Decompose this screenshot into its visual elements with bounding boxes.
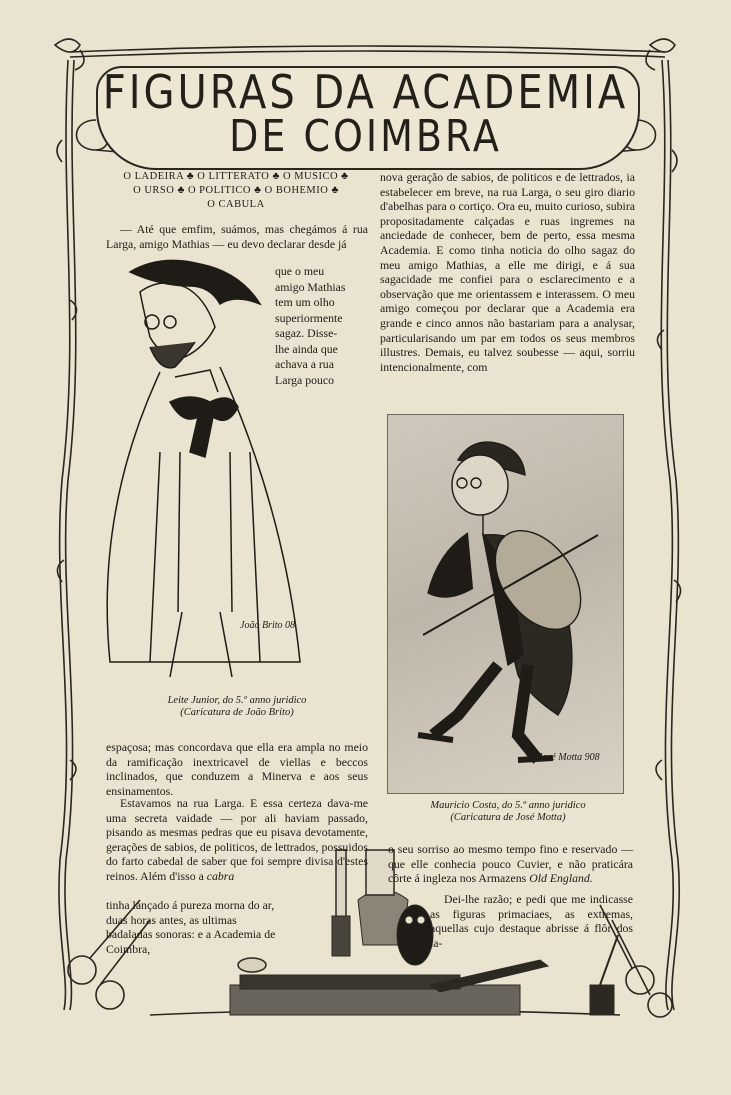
body-paragraph-left-bottom-2: Estavamos na rua Larga. E essa certeza dava-me uma secreta vaidade — por ali haviam passado, pisando as mesmas pedras que eu pisava devotamente, gerações de sabios, de politicos, de lettrados, possuidos do farto cabedal de saber que foi sempre divisa d'estes reinos. Além d'isso a cabra	[106, 796, 368, 883]
body-paragraph-right-bottom-1: o seu sorriso ao mesmo tempo fino e reservado — que elle conhecia pouco Cuvier, e não praticára côrte á ingleza nos Armazens Old England.	[388, 842, 633, 886]
caption-right: Mauricio Costa, do 5.º anno juridico (Caricatura de José Motta)	[430, 800, 586, 823]
signature-right: José Motta 908	[538, 752, 600, 763]
body-paragraph-right-bottom-2: Dei-lhe razão; e pedi que me indicasse as figuras primaciaes, as extremas, aquellas cujo destaque abrisse á flôr dos la-	[430, 892, 633, 950]
body-paragraph-left-bottom-3: tinha lançado á pureza morna do ar, duas horas antes, as ultimas badaladas sonoras: e a Academia de Coimbra,	[106, 898, 276, 956]
contents-line: O CABULA	[207, 199, 265, 210]
caricature-leite-junior	[100, 252, 310, 692]
body-paragraph-intro: — Até que emfim, suámos, mas chegámos á rua Larga, amigo Mathias — eu devo declarar desde já	[106, 222, 368, 251]
violinist-figure	[388, 415, 623, 793]
page-title-line2: DE COIMBRA	[229, 110, 502, 162]
body-wrapped-lines: que o meu amigo Mathias tem um olho superiormente sagaz. Disse- lhe ainda que achava a rua Larga pouco	[275, 264, 346, 387]
body-paragraph-left-bottom-1: espaçosa; mas concordava que ella era ampla no meio da ramificação inextricavel de viellas e beccos inclinados, que conduzem a Minerva e aos seus ensinamentos.	[106, 740, 368, 798]
contents-line: O LADEIRA ♣ O LITTERATO ♣ O MUSICO ♣	[123, 171, 349, 182]
caption-left: Leite Junior, do 5.º anno juridico (Caricatura de João Brito)	[167, 695, 307, 718]
body-paragraph-right-top: nova geração de sabios, de politicos e de lettrados, ia estabelecer em breve, na rua Larga, o seu giro diario d'abelhas para o cortiço. Ora eu, muito curioso, subira propositadamente calçadas e ruas ingremes na anciedade de conhecer, bem de perto, essa mesma Academia. E como tinha noticia do olho sagaz do meu amigo Mathias, a elle me dirigi, e á sua sagacidade me confiei para o esclarecimento e a observação que me orientassem e interassem. O meu amigo começou por declarar que a Academia era grande e cinco annos não bastariam para a analysar, particularisando um par em todos os seus membros illustres. Demais, eu talvez soubesse — aqui, sorriu intencionalmente, com	[380, 170, 635, 374]
caricature-photo-mauricio-costa	[387, 414, 624, 794]
page-title-line1: FIGURAS DA ACADEMIA	[102, 66, 629, 120]
contents-line: O URSO ♣ O POLITICO ♣ O BOHEMIO ♣	[133, 185, 339, 196]
section-contents	[100, 170, 372, 212]
signature-left: João Brito 08	[240, 620, 295, 631]
